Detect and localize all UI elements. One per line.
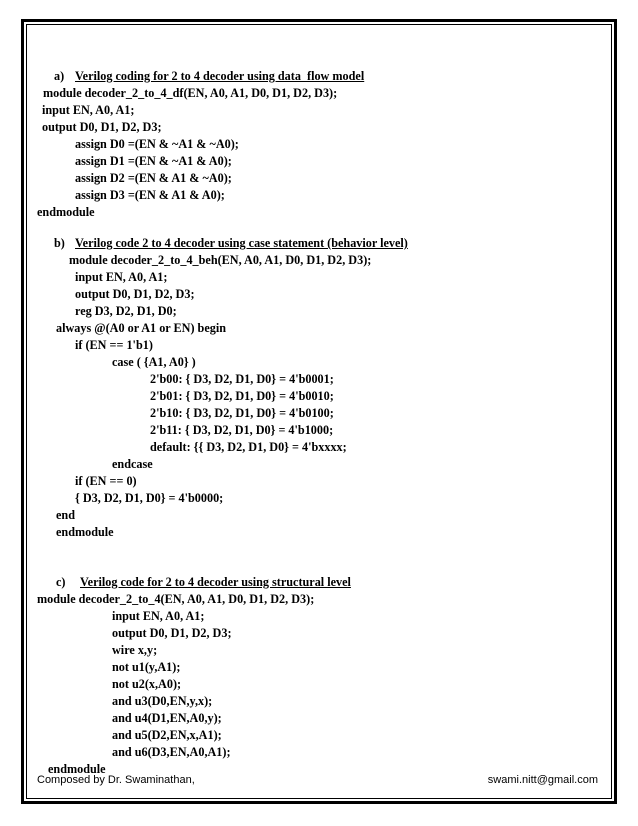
- code-line: endmodule: [56, 525, 114, 539]
- code-line: endcase: [112, 457, 153, 471]
- code-line: input EN, A0, A1;: [112, 609, 205, 623]
- code-line: wire x,y;: [112, 643, 158, 657]
- section-c-heading: Verilog code for 2 to 4 decoder using structural level: [80, 575, 351, 589]
- code-line: not u1(y,A1);: [112, 660, 181, 674]
- code-line: not u2(x,A0);: [112, 677, 182, 691]
- code-line: default: {{ D3, D2, D1, D0} = 4'bxxxx;: [150, 440, 347, 454]
- section-c-label: c): [56, 575, 66, 589]
- footer-author: Composed by Dr. Swaminathan,: [37, 774, 195, 786]
- code-line: assign D2 =(EN & A1 & ~A0);: [75, 171, 232, 185]
- code-line: input EN, A0, A1;: [42, 103, 135, 117]
- code-line: assign D3 =(EN & A1 & A0);: [75, 188, 225, 202]
- code-line: and u5(D2,EN,x,A1);: [112, 728, 222, 742]
- code-line: input EN, A0, A1;: [75, 270, 168, 284]
- code-line: module decoder_2_to_4(EN, A0, A1, D0, D1, D2, D3);: [37, 592, 315, 606]
- code-line: 2'b11: { D3, D2, D1, D0} = 4'b1000;: [150, 423, 334, 437]
- code-line: case ( {A1, A0} ): [112, 355, 196, 369]
- section-b-heading: Verilog code 2 to 4 decoder using case statement (behavior level): [75, 236, 408, 250]
- code-line: output D0, D1, D2, D3;: [75, 287, 195, 301]
- code-line: endmodule: [37, 205, 95, 219]
- code-line: endmodule: [48, 762, 106, 776]
- code-line: and u6(D3,EN,A0,A1);: [112, 745, 231, 759]
- code-line: and u4(D1,EN,A0,y);: [112, 711, 222, 725]
- code-line: assign D0 =(EN & ~A1 & ~A0);: [75, 137, 239, 151]
- code-line: output D0, D1, D2, D3;: [112, 626, 232, 640]
- code-line: if (EN == 0): [75, 474, 137, 488]
- code-line: end: [56, 508, 75, 522]
- section-b-label: b): [54, 236, 65, 250]
- code-line: module decoder_2_to_4_df(EN, A0, A1, D0, D1, D2, D3);: [43, 86, 338, 100]
- code-line: reg D3, D2, D1, D0;: [75, 304, 177, 318]
- section-a-heading: Verilog coding for 2 to 4 decoder using data_flow model: [75, 69, 365, 83]
- section-a-label: a): [54, 69, 65, 83]
- code-line: { D3, D2, D1, D0} = 4'b0000;: [75, 491, 224, 505]
- footer-email: swami.nitt@gmail.com: [487, 774, 598, 786]
- code-line: 2'b01: { D3, D2, D1, D0} = 4'b0010;: [150, 389, 334, 403]
- code-line: always @(A0 or A1 or EN) begin: [56, 321, 227, 335]
- code-line: if (EN == 1'b1): [75, 338, 153, 352]
- code-line: output D0, D1, D2, D3;: [42, 120, 162, 134]
- code-line: assign D1 =(EN & ~A1 & A0);: [75, 154, 232, 168]
- code-line: 2'b10: { D3, D2, D1, D0} = 4'b0100;: [150, 406, 334, 420]
- code-line: module decoder_2_to_4_beh(EN, A0, A1, D0, D1, D2, D3);: [69, 253, 372, 267]
- code-line: and u3(D0,EN,y,x);: [112, 694, 213, 708]
- code-line: 2'b00: { D3, D2, D1, D0} = 4'b0001;: [150, 372, 334, 386]
